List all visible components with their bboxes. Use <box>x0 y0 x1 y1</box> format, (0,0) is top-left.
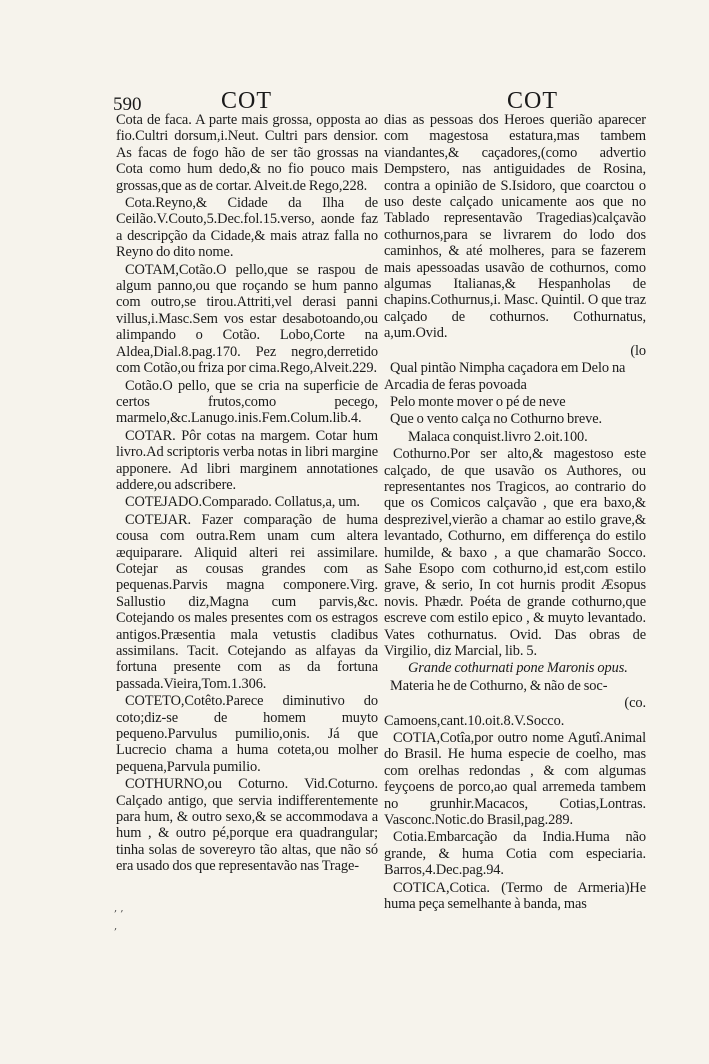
entry-cotao-pello: Cotão.O pello, que se cria na superficie de certos frutos,como pecego, marmelo,&c.Lanugo.inis.Fem.Colum.lib.4. <box>116 377 378 427</box>
verse-line-1: Qual pintão Nimpha caçadora em Delo na Arcadia de feras povoada <box>384 360 626 393</box>
entry-cotia-embarcacao: Cotia.Embarcação da India.Huma não grande, & huma Cotia com especiaria. Barros,4.Dec.pag.94. <box>384 829 646 879</box>
camoens-citation: Camoens,cant.10.oit.8.V.Socco. <box>384 712 565 729</box>
entry-cota-de-faca: Cota de faca. A parte mais grossa, opposta ao fio.Cultri dorsum,i.Neut. Cultri pars densior. As facas de fogo hão de ser tão grossas na Cota como hum dedo,& no fio pouco mais grossas,que as de cortar. Alveit.de Rego,228. <box>116 112 378 194</box>
quote-overflow-mark: (co. <box>624 695 646 712</box>
entry-cotia-animal: COTIA,Cotîa,por outro nome Agutî.Animal do Brasil. He huma especie de coelho, mas com orelhas redondas , & com algumas feyçoens de porco,ao qual arremeda tambem no grunhir.Macacos, Cotias,Lontras. Vasconc.Notic.do Brasil,pag.289. <box>384 730 646 829</box>
verse-line-2: Pelo monte mover o pé de neve <box>390 393 566 410</box>
verse-line-3: Que o vento calça no Cothurno breve. <box>390 411 602 428</box>
verse-overflow-mark: (lo <box>630 342 646 359</box>
verse-citation: Malaca conquist.livro 2.oit.100. <box>408 428 588 445</box>
quote-marcial: Grande cothurnati pone Maronis opus. <box>408 660 628 677</box>
right-column-head: COT <box>507 88 558 114</box>
right-column <box>384 112 646 914</box>
entry-cota-reyno: Cota.Reyno,& Cidade da Ilha de Ceilão.V.Couto,5.Dec.fol.15.verso, aonde faz a descripção da Cidade,& mais atraz falla no Reyno do dito nome. <box>116 195 378 261</box>
left-column-head: COT <box>221 88 272 114</box>
entry-cotica: COTICA,Cotica. (Termo de Armeria)He huma peça semelhante à banda, mas <box>384 879 646 913</box>
entry-cotejado: COTEJADO.Comparado. Collatus,a, um. <box>125 494 360 511</box>
margin-marks: , , , <box>114 903 124 932</box>
left-column <box>116 112 378 876</box>
entry-cotar: COTAR. Pôr cotas na margem. Cotar hum livro.Ad scriptoris verba notas in libri margine apponere. Ad libri marginem annotationes addere,ou adscribere. <box>116 427 378 493</box>
quote-camoens: Materia he de Cothurno, & não de soc- <box>390 677 608 694</box>
entry-cotejar: COTEJAR. Fazer comparação de huma cousa com outra.Rem unam cum altera æquiparare. Aliquid alteri rei assimilare. Cotejar as cousas grandes com as pequenas.Parvis magna componere.Virg. Sallustio diz,Magna cum parvis,&c. Cotejando os males presentes com os estragos antigos.Præsentia mala vetustis cladibus assimilans. Tacit. Cotejando as alfayas da fortuna presente com as da fortuna passada.Vieira,Tom.1.306. <box>116 511 378 692</box>
entry-coteto: COTETO,Cotêto.Parece diminutivo do coto;diz-se de homem muyto pequeno.Parvulus pumilio,onis. Já que Lucrecio chama a huma coteta,ou molher pequena,Parvula pumilio. <box>116 693 378 775</box>
entry-cothurno-continued: dias as pessoas dos Heroes querião aparecer com magestosa estatura,mas tambem viandantes,& caçadores,(como advertio Dempstero, nas antiguidades de Rosina, contra a opinião de S.Isidoro, que coarctou o uso deste calçado unicamente aos que no Tablado representavão Tragedias)calçavão cothurnos,para se livrarem do lodo dos caminhos, & até molheres, para se fazerem mais apessoadas usavão de cothurnos, como algumas Italianas,& Hespanholas de chapins.Cothurnus,i. Masc. Quintil. O que traz calçado de cothurnos. Cothurnatus, a,um.Ovid. <box>384 112 646 342</box>
entry-cotam: COTAM,Cotão.O pello,que se raspou de algum panno,ou que roçando se hum panno com outro,se tirou.Attriti,vel derasi panni villus,i.Masc.Sem vos estar desabotoando,ou alimpando o Cotão. Lobo,Corte na Aldea,Dial.8.pag.170. Pez negro,derretido com Cotão,ou friza por cima.Rego,Alveit.229. <box>116 261 378 377</box>
entry-cothurno: COTHURNO,ou Coturno. Vid.Coturno. Calçado antigo, que servia indifferentemente para hum, & outro sexo,& se accommodava a hum , & outro pé,porque era quadrangular; tinha solas de sovereyro tão altas, que não só era usado dos que representavão nas Trage- <box>116 776 378 875</box>
entry-cothurno-estilo: Cothurno.Por ser alto,& magestoso este calçado, de que usavão os Authores, ou representantes nos Tragicos, ao contrario do que os Comicos calçavão , que era baxo,& desprezivel,vierão a chamar ao estilo grave,& levantado, Cothurno, em differença do estilo humilde, & baxo , a que chamarão Socco. Sahe Esopo com cothurno,id est,com estilo grave, & serio, In cot hurnis prodit Æsopus novis. Phædr. Poéta de grande cothurno,que escreve com estilo epico , & muyto levantado. Vates cothurnatus. Ovid. Das obras de Virgilio, diz Marcial, lib. 5. <box>384 446 646 659</box>
page-number: 590 <box>113 94 142 115</box>
running-head <box>113 88 643 114</box>
